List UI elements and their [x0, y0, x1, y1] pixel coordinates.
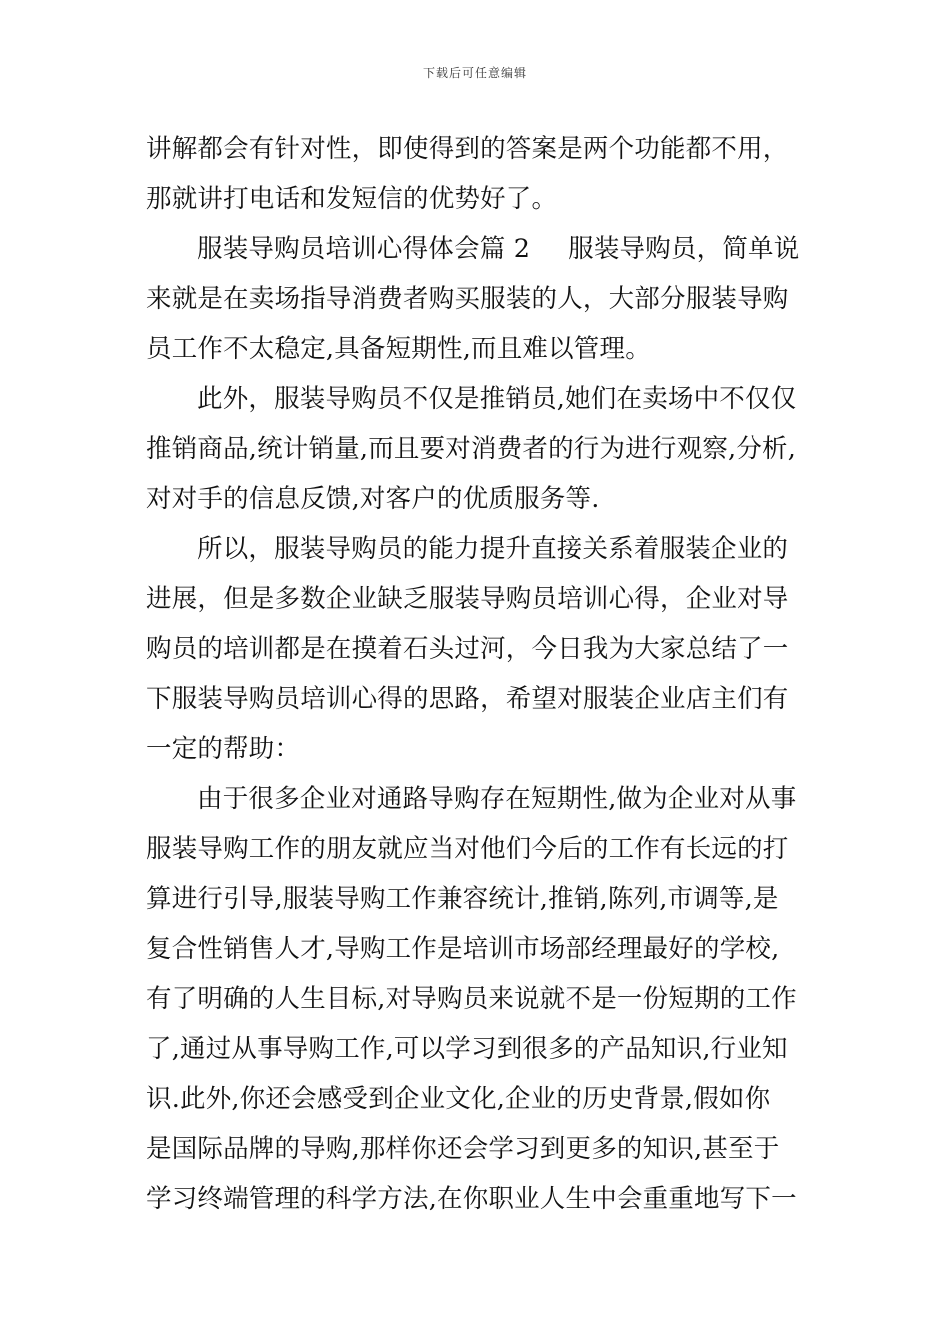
text-line: 了,通过从事导购工作,可以学习到很多的产品知识,行业知 [146, 1034, 788, 1064]
text-line: 学习终端管理的科学方法,在你职业人生中会重重地写下一 [146, 1184, 797, 1214]
text-line: 识.此外,你还会感受到企业文化,企业的历史背景,假如你 [146, 1084, 771, 1114]
text-line: 有了明确的人生目标,对导购员来说就不是一份短期的工作 [146, 984, 797, 1014]
section-title: 服装导购员培训心得体会篇 2 [197, 234, 531, 264]
text-line: 所以，服装导购员的能力提升直接关系着服装企业的 [197, 534, 789, 564]
text-line: 算进行引导,服装导购工作兼容统计,推销,陈列,市调等,是 [146, 884, 779, 914]
text-line: 对对手的信息反馈,对客户的优质服务等. [146, 484, 600, 514]
text-line: 进展，但是多数企业缺乏服装导购员培训心得，企业对导 [146, 584, 789, 614]
text-line: 一定的帮助： [146, 734, 301, 764]
text-line: 由于很多企业对通路导购存在短期性,做为企业对从事 [197, 784, 797, 814]
text-line: 服装导购工作的朋友就应当对他们今后的工作有长远的打 [146, 834, 789, 864]
text-line: 来就是在卖场指导消费者购买服装的人，大部分服装导购 [146, 284, 789, 314]
text-line: 下服装导购员培训心得的思路，希望对服装企业店主们有 [146, 684, 789, 714]
text-line: 是国际品牌的导购,那样你还会学习到更多的知识,甚至于 [146, 1134, 780, 1164]
body-text [146, 124, 826, 1224]
text-line: 复合性销售人才,导购工作是培训市场部经理最好的学校, [146, 934, 780, 964]
text-line: 服装导购员，简单说 [568, 234, 800, 264]
paragraph-title-line [146, 224, 826, 274]
header-note: 下载后可任意编辑 [422, 66, 527, 80]
text-line: 那就讲打电话和发短信的优势好了。 [146, 184, 558, 214]
text-line: 员工作不太稳定,具备短期性,而且难以管理。 [146, 334, 651, 364]
text-line: 购员的培训都是在摸着石头过河，今日我为大家总结了一 [146, 634, 789, 664]
text-line: 讲解都会有针对性，即使得到的答案是两个功能都不用， [146, 134, 789, 164]
text-line: 推销商品,统计销量,而且要对消费者的行为进行观察,分析, [146, 434, 797, 464]
text-line: 此外，服装导购员不仅是推销员,她们在卖场中不仅仅 [197, 384, 797, 414]
